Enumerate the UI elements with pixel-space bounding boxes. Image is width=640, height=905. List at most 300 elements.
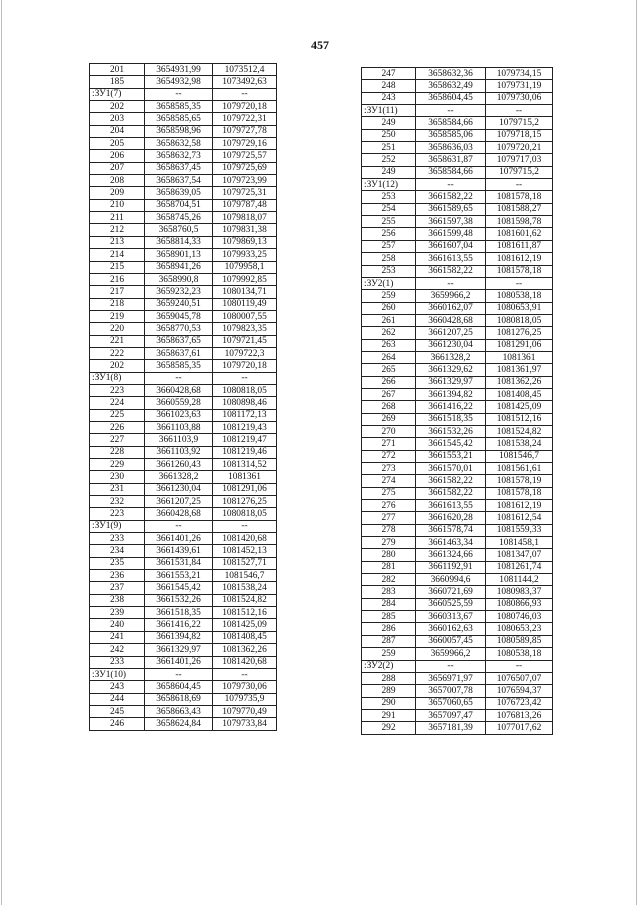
x-coordinate-cell: 3661394,82 xyxy=(416,388,486,400)
y-coordinate-cell: 1073492,63 xyxy=(213,76,277,88)
table-row xyxy=(90,594,277,606)
x-coordinate-cell: 3658584,66 xyxy=(416,166,486,178)
table-row xyxy=(90,360,277,372)
table-row xyxy=(90,138,277,150)
table-row xyxy=(90,199,277,211)
x-coordinate-cell: 3660721,69 xyxy=(416,586,486,598)
x-coordinate-cell: 3661578,74 xyxy=(416,524,486,536)
x-coordinate-cell: 3661553,21 xyxy=(145,570,213,582)
x-coordinate-cell: 3661553,21 xyxy=(416,450,486,462)
x-coordinate-cell: 3660313,67 xyxy=(416,611,486,623)
x-coordinate-cell: 3661532,26 xyxy=(416,425,486,437)
y-coordinate-cell: 1079731,19 xyxy=(486,80,553,92)
table-row xyxy=(90,347,277,359)
table-row xyxy=(90,421,277,433)
table-row xyxy=(90,533,277,545)
x-coordinate-cell: 3659966,2 xyxy=(416,290,486,302)
point-number-cell: 285 xyxy=(362,611,416,623)
y-coordinate-cell: 1079869,13 xyxy=(213,236,277,248)
point-number-cell: 204 xyxy=(90,125,145,137)
y-coordinate-cell: 1079823,35 xyxy=(213,323,277,335)
x-coordinate-cell: 3661023,63 xyxy=(145,409,213,421)
section-header-row xyxy=(362,179,553,191)
y-coordinate-cell: 1081524,82 xyxy=(486,425,553,437)
y-coordinate-cell: 1079727,78 xyxy=(213,125,277,137)
table-row xyxy=(362,685,553,697)
y-coordinate-cell: 1080653,23 xyxy=(486,623,553,635)
point-number-cell: 249 xyxy=(362,117,416,129)
x-coordinate-cell: 3661207,25 xyxy=(145,496,213,508)
table-row xyxy=(362,450,553,462)
section-label-cell: :ЗУ2(1) xyxy=(362,277,416,289)
x-coordinate-cell: 3657181,39 xyxy=(416,722,486,734)
y-coordinate-cell: 1081219,46 xyxy=(213,446,277,458)
y-coordinate-cell: 1081546,7 xyxy=(486,450,553,462)
y-coordinate-cell: 1080134,71 xyxy=(213,286,277,298)
y-coordinate-cell: 1081361,97 xyxy=(486,364,553,376)
point-number-cell: 213 xyxy=(90,236,145,248)
x-coordinate-cell: 3661518,35 xyxy=(416,413,486,425)
x-coordinate-cell: 3657007,78 xyxy=(416,685,486,697)
section-header-row xyxy=(90,88,277,100)
point-number-cell: 271 xyxy=(362,438,416,450)
point-number-cell: 243 xyxy=(90,681,145,693)
table-row xyxy=(362,598,553,610)
point-number-cell: 250 xyxy=(362,129,416,141)
point-number-cell: 290 xyxy=(362,697,416,709)
y-coordinate-cell: 1081458,1 xyxy=(486,537,553,549)
x-coordinate-cell: 3661192,91 xyxy=(416,561,486,573)
x-coordinate-cell: 3661230,04 xyxy=(416,339,486,351)
y-coordinate-cell: 1079721,45 xyxy=(213,335,277,347)
point-number-cell: 225 xyxy=(90,409,145,421)
point-number-cell: 283 xyxy=(362,586,416,598)
point-number-cell: 279 xyxy=(362,537,416,549)
table-row xyxy=(362,623,553,635)
y-coordinate-cell: 1081362,26 xyxy=(213,644,277,656)
table-row xyxy=(90,261,277,273)
x-coordinate-cell: 3661401,26 xyxy=(145,533,213,545)
y-coordinate-cell: 1079720,18 xyxy=(213,101,277,113)
table-row xyxy=(362,364,553,376)
x-coordinate-cell: 3660428,68 xyxy=(145,508,213,520)
point-number-cell: 206 xyxy=(90,150,145,162)
point-number-cell: 229 xyxy=(90,459,145,471)
table-row xyxy=(90,459,277,471)
y-coordinate-cell: 1081361 xyxy=(213,471,277,483)
x-coordinate-cell: 3659232,23 xyxy=(145,286,213,298)
point-number-cell: 247 xyxy=(362,68,416,80)
table-row xyxy=(90,323,277,335)
point-number-cell: 264 xyxy=(362,351,416,363)
x-coordinate-cell: 3658636,03 xyxy=(416,142,486,154)
x-coordinate-cell: 3661230,04 xyxy=(145,483,213,495)
section-label-cell: :ЗУ1(12) xyxy=(362,179,416,191)
y-coordinate-cell: 1081408,45 xyxy=(213,631,277,643)
x-coordinate-cell: 3658618,69 xyxy=(145,693,213,705)
point-number-cell: 259 xyxy=(362,648,416,660)
point-number-cell: 212 xyxy=(90,224,145,236)
table-row xyxy=(90,471,277,483)
section-header-row xyxy=(90,372,277,384)
x-coordinate-cell: 3661531,84 xyxy=(145,557,213,569)
point-number-cell: 185 xyxy=(90,76,145,88)
y-coordinate-cell: 1079770,49 xyxy=(213,705,277,717)
table-row xyxy=(362,574,553,586)
y-coordinate-cell: 1081588,27 xyxy=(486,203,553,215)
table-row xyxy=(362,68,553,80)
point-number-cell: 205 xyxy=(90,138,145,150)
point-number-cell: 274 xyxy=(362,475,416,487)
point-number-cell: 258 xyxy=(362,253,416,265)
y-coordinate-cell: -- xyxy=(486,105,553,117)
point-number-cell: 237 xyxy=(90,582,145,594)
y-coordinate-cell: 1076507,07 xyxy=(486,672,553,684)
x-coordinate-cell: 3658598,96 xyxy=(145,125,213,137)
point-number-cell: 216 xyxy=(90,273,145,285)
point-number-cell: 253 xyxy=(362,191,416,203)
y-coordinate-cell: 1079725,31 xyxy=(213,187,277,199)
table-row xyxy=(90,236,277,248)
table-row xyxy=(362,92,553,104)
table-row xyxy=(90,310,277,322)
table-row xyxy=(362,166,553,178)
y-coordinate-cell: 1079787,48 xyxy=(213,199,277,211)
y-coordinate-cell: 1080007,55 xyxy=(213,310,277,322)
table-row xyxy=(90,187,277,199)
point-number-cell: 292 xyxy=(362,722,416,734)
point-number-cell: 234 xyxy=(90,545,145,557)
x-coordinate-cell: 3661599,48 xyxy=(416,228,486,240)
point-number-cell: 243 xyxy=(362,92,416,104)
table-row xyxy=(362,697,553,709)
table-row xyxy=(90,150,277,162)
y-coordinate-cell: 1081291,06 xyxy=(486,339,553,351)
y-coordinate-cell: 1079717,03 xyxy=(486,154,553,166)
point-number-cell: 286 xyxy=(362,623,416,635)
table-row xyxy=(90,162,277,174)
table-row xyxy=(362,228,553,240)
x-coordinate-cell: 3657097,47 xyxy=(416,709,486,721)
table-row xyxy=(362,327,553,339)
point-number-cell: 242 xyxy=(90,644,145,656)
point-number-cell: 218 xyxy=(90,298,145,310)
y-coordinate-cell: 1080538,18 xyxy=(486,290,553,302)
point-number-cell: 260 xyxy=(362,302,416,314)
y-coordinate-cell: 1079734,15 xyxy=(486,68,553,80)
y-coordinate-cell: 1081420,68 xyxy=(213,533,277,545)
x-coordinate-cell: 3658585,65 xyxy=(145,113,213,125)
point-number-cell: 265 xyxy=(362,364,416,376)
x-coordinate-cell: 3658585,35 xyxy=(145,360,213,372)
point-number-cell: 233 xyxy=(90,533,145,545)
y-coordinate-cell: 1081561,61 xyxy=(486,463,553,475)
point-number-cell: 277 xyxy=(362,512,416,524)
x-coordinate-cell: 3661570,01 xyxy=(416,463,486,475)
y-coordinate-cell: 1081612,19 xyxy=(486,500,553,512)
x-coordinate-cell: 3661582,22 xyxy=(416,475,486,487)
y-coordinate-cell: 1081408,45 xyxy=(486,388,553,400)
table-row xyxy=(90,175,277,187)
table-row xyxy=(362,425,553,437)
x-coordinate-cell: -- xyxy=(416,105,486,117)
point-number-cell: 207 xyxy=(90,162,145,174)
y-coordinate-cell: 1081538,24 xyxy=(213,582,277,594)
table-row xyxy=(90,582,277,594)
table-row xyxy=(362,586,553,598)
x-coordinate-cell: 3660428,68 xyxy=(145,384,213,396)
table-row xyxy=(362,314,553,326)
point-number-cell: 273 xyxy=(362,463,416,475)
table-row xyxy=(90,446,277,458)
page-number: 457 xyxy=(311,38,329,52)
x-coordinate-cell: 3659966,2 xyxy=(416,648,486,660)
y-coordinate-cell: 1079718,15 xyxy=(486,129,553,141)
table-row xyxy=(90,705,277,717)
point-number-cell: 291 xyxy=(362,709,416,721)
table-row xyxy=(362,191,553,203)
table-row xyxy=(90,619,277,631)
y-coordinate-cell: 1081538,24 xyxy=(486,438,553,450)
x-coordinate-cell: 3660162,07 xyxy=(416,302,486,314)
point-number-cell: 289 xyxy=(362,685,416,697)
point-number-cell: 238 xyxy=(90,594,145,606)
y-coordinate-cell: 1081611,87 xyxy=(486,240,553,252)
x-coordinate-cell: 3658639,05 xyxy=(145,187,213,199)
y-coordinate-cell: 1076723,42 xyxy=(486,697,553,709)
y-coordinate-cell: 1081172,13 xyxy=(213,409,277,421)
point-number-cell: 202 xyxy=(90,360,145,372)
y-coordinate-cell: 1081425,09 xyxy=(213,619,277,631)
point-number-cell: 202 xyxy=(90,101,145,113)
y-coordinate-cell: 1081578,19 xyxy=(486,475,553,487)
y-coordinate-cell: 1079722,3 xyxy=(213,347,277,359)
point-number-cell: 221 xyxy=(90,335,145,347)
table-row xyxy=(362,413,553,425)
y-coordinate-cell: 1081578,18 xyxy=(486,265,553,277)
x-coordinate-cell: 3661620,28 xyxy=(416,512,486,524)
table-row xyxy=(362,537,553,549)
point-number-cell: 208 xyxy=(90,175,145,187)
table-row xyxy=(362,253,553,265)
y-coordinate-cell: 1079722,31 xyxy=(213,113,277,125)
y-coordinate-cell: -- xyxy=(213,668,277,680)
table-row xyxy=(362,438,553,450)
y-coordinate-cell: 1079933,25 xyxy=(213,249,277,261)
x-coordinate-cell: 3658632,49 xyxy=(416,80,486,92)
point-number-cell: 223 xyxy=(90,508,145,520)
coordinates-table-right xyxy=(361,67,553,735)
table-row xyxy=(90,212,277,224)
x-coordinate-cell: 3657060,65 xyxy=(416,697,486,709)
x-coordinate-cell: 3658814,33 xyxy=(145,236,213,248)
x-coordinate-cell: 3661260,43 xyxy=(145,459,213,471)
x-coordinate-cell: 3658745,26 xyxy=(145,212,213,224)
table-row xyxy=(362,203,553,215)
table-row xyxy=(90,607,277,619)
x-coordinate-cell: 3661545,42 xyxy=(416,438,486,450)
x-coordinate-cell: 3658770,53 xyxy=(145,323,213,335)
y-coordinate-cell: -- xyxy=(486,179,553,191)
y-coordinate-cell: 1081362,26 xyxy=(486,376,553,388)
table-row xyxy=(362,351,553,363)
y-coordinate-cell: 1080866,93 xyxy=(486,598,553,610)
y-coordinate-cell: 1081612,54 xyxy=(486,512,553,524)
y-coordinate-cell: 1081219,43 xyxy=(213,421,277,433)
table-row xyxy=(90,718,277,730)
table-row xyxy=(362,487,553,499)
x-coordinate-cell: 3658637,54 xyxy=(145,175,213,187)
point-number-cell: 249 xyxy=(362,166,416,178)
y-coordinate-cell: 1079720,18 xyxy=(213,360,277,372)
table-row xyxy=(90,224,277,236)
section-label-cell: :ЗУ1(11) xyxy=(362,105,416,117)
table-row xyxy=(90,286,277,298)
table-row xyxy=(90,125,277,137)
point-number-cell: 215 xyxy=(90,261,145,273)
table-row xyxy=(90,656,277,668)
table-row xyxy=(362,611,553,623)
y-coordinate-cell: 1081598,78 xyxy=(486,216,553,228)
table-row xyxy=(90,335,277,347)
section-header-row xyxy=(362,660,553,672)
x-coordinate-cell: 3661329,97 xyxy=(145,644,213,656)
x-coordinate-cell: 3661532,26 xyxy=(145,594,213,606)
point-number-cell: 253 xyxy=(362,265,416,277)
x-coordinate-cell: 3656971,97 xyxy=(416,672,486,684)
y-coordinate-cell: 1081420,68 xyxy=(213,656,277,668)
y-coordinate-cell: 1081276,25 xyxy=(486,327,553,339)
table-row xyxy=(90,545,277,557)
x-coordinate-cell: 3660162,63 xyxy=(416,623,486,635)
table-row xyxy=(362,648,553,660)
x-coordinate-cell: 3658990,8 xyxy=(145,273,213,285)
table-row xyxy=(362,709,553,721)
section-label-cell: :ЗУ1(9) xyxy=(90,520,145,532)
y-coordinate-cell: -- xyxy=(486,660,553,672)
point-number-cell: 230 xyxy=(90,471,145,483)
point-number-cell: 269 xyxy=(362,413,416,425)
point-number-cell: 245 xyxy=(90,705,145,717)
y-coordinate-cell: 1080653,91 xyxy=(486,302,553,314)
y-coordinate-cell: 1080119,49 xyxy=(213,298,277,310)
section-label-cell: :ЗУ2(2) xyxy=(362,660,416,672)
x-coordinate-cell: 3658637,45 xyxy=(145,162,213,174)
table-row xyxy=(90,409,277,421)
table-row xyxy=(362,561,553,573)
point-number-cell: 223 xyxy=(90,384,145,396)
point-number-cell: 267 xyxy=(362,388,416,400)
table-row xyxy=(90,64,277,76)
point-number-cell: 233 xyxy=(90,656,145,668)
y-coordinate-cell: 1077017,62 xyxy=(486,722,553,734)
x-coordinate-cell: 3658632,73 xyxy=(145,150,213,162)
y-coordinate-cell: 1079725,69 xyxy=(213,162,277,174)
table-row xyxy=(362,129,553,141)
y-coordinate-cell: 1079720,21 xyxy=(486,142,553,154)
y-coordinate-cell: 1076594,37 xyxy=(486,685,553,697)
table-row xyxy=(90,384,277,396)
table-row xyxy=(362,117,553,129)
point-number-cell: 284 xyxy=(362,598,416,610)
x-coordinate-cell: 3661607,04 xyxy=(416,240,486,252)
x-coordinate-cell: 3661416,22 xyxy=(416,401,486,413)
point-number-cell: 203 xyxy=(90,113,145,125)
x-coordinate-cell: -- xyxy=(416,660,486,672)
x-coordinate-cell: -- xyxy=(145,668,213,680)
y-coordinate-cell: 1079730,06 xyxy=(486,92,553,104)
point-number-cell: 222 xyxy=(90,347,145,359)
x-coordinate-cell: 3661329,62 xyxy=(416,364,486,376)
y-coordinate-cell: 1081452,13 xyxy=(213,545,277,557)
table-row xyxy=(362,302,553,314)
x-coordinate-cell: 3658585,06 xyxy=(416,129,486,141)
point-number-cell: 236 xyxy=(90,570,145,582)
section-header-row xyxy=(362,105,553,117)
y-coordinate-cell: 1081314,52 xyxy=(213,459,277,471)
x-coordinate-cell: 3658632,58 xyxy=(145,138,213,150)
table-row xyxy=(362,265,553,277)
x-coordinate-cell: 3658585,35 xyxy=(145,101,213,113)
table-row xyxy=(90,496,277,508)
y-coordinate-cell: 1079735,9 xyxy=(213,693,277,705)
point-number-cell: 266 xyxy=(362,376,416,388)
point-number-cell: 211 xyxy=(90,212,145,224)
table-row xyxy=(90,76,277,88)
table-row xyxy=(362,216,553,228)
y-coordinate-cell: 1079725,57 xyxy=(213,150,277,162)
y-coordinate-cell: 1081512,16 xyxy=(213,607,277,619)
x-coordinate-cell: 3658624,84 xyxy=(145,718,213,730)
point-number-cell: 241 xyxy=(90,631,145,643)
point-number-cell: 220 xyxy=(90,323,145,335)
table-row xyxy=(362,154,553,166)
x-coordinate-cell: 3661416,22 xyxy=(145,619,213,631)
x-coordinate-cell: 3658704,51 xyxy=(145,199,213,211)
section-header-row xyxy=(90,520,277,532)
y-coordinate-cell: -- xyxy=(486,277,553,289)
x-coordinate-cell: 3661328,2 xyxy=(416,351,486,363)
y-coordinate-cell: 1081578,18 xyxy=(486,487,553,499)
table-row xyxy=(90,101,277,113)
x-coordinate-cell: 3660994,6 xyxy=(416,574,486,586)
table-row xyxy=(362,339,553,351)
x-coordinate-cell: 3661613,55 xyxy=(416,253,486,265)
x-coordinate-cell: 3658631,87 xyxy=(416,154,486,166)
x-coordinate-cell: 3658901,13 xyxy=(145,249,213,261)
table-row xyxy=(90,508,277,520)
point-number-cell: 270 xyxy=(362,425,416,437)
x-coordinate-cell: -- xyxy=(145,372,213,384)
point-number-cell: 276 xyxy=(362,500,416,512)
x-coordinate-cell: 3654931,99 xyxy=(145,64,213,76)
point-number-cell: 272 xyxy=(362,450,416,462)
point-number-cell: 209 xyxy=(90,187,145,199)
y-coordinate-cell: 1081612,19 xyxy=(486,253,553,265)
x-coordinate-cell: 3658663,43 xyxy=(145,705,213,717)
y-coordinate-cell: 1081276,25 xyxy=(213,496,277,508)
x-coordinate-cell: 3661582,22 xyxy=(416,487,486,499)
point-number-cell: 214 xyxy=(90,249,145,261)
y-coordinate-cell: 1076813,26 xyxy=(486,709,553,721)
y-coordinate-cell: 1081261,74 xyxy=(486,561,553,573)
x-coordinate-cell: -- xyxy=(145,88,213,100)
x-coordinate-cell: 3658760,5 xyxy=(145,224,213,236)
x-coordinate-cell: 3661545,42 xyxy=(145,582,213,594)
y-coordinate-cell: 1079818,07 xyxy=(213,212,277,224)
y-coordinate-cell: 1081601,62 xyxy=(486,228,553,240)
table-row xyxy=(362,475,553,487)
